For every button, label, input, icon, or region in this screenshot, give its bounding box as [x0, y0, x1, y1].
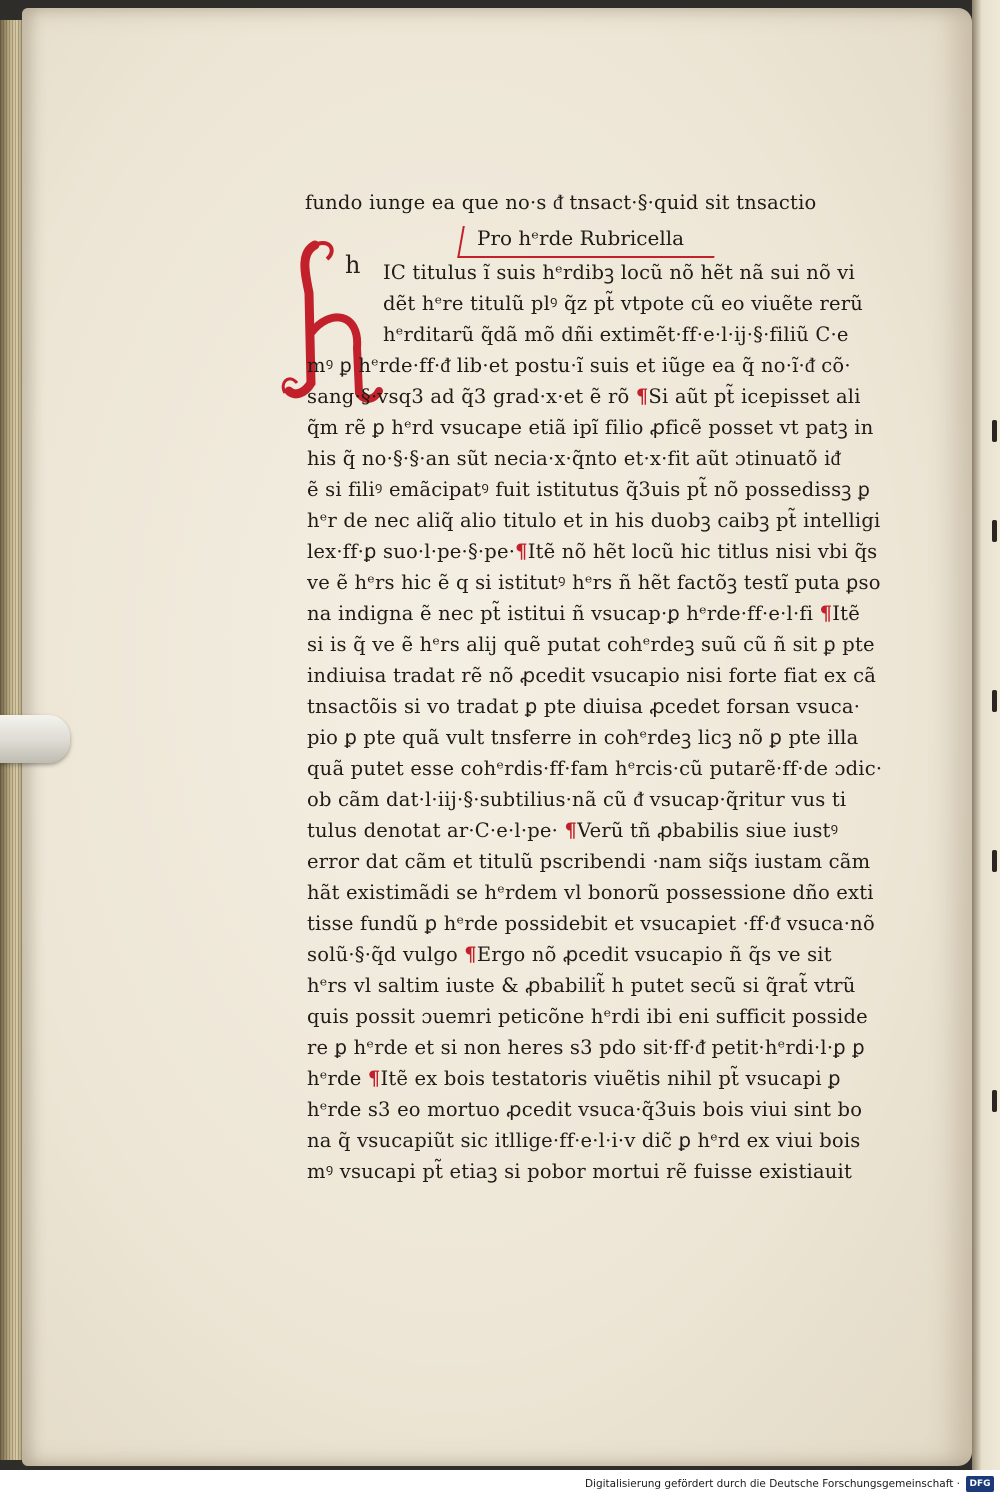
bookmark-tab: [0, 715, 70, 763]
text-line: IC titulus ĩ suis hᵉrdibꝫ locũ nõ hẽt nã sui nõ vi: [383, 261, 855, 284]
text-line: his q̃ no·§·§·an sũt necia·x·q̃nto et·x·fit aũt ɔtinuatõ iᵭ: [307, 447, 841, 470]
paragraph-mark: ¶: [464, 943, 477, 966]
text-line: dẽt hᵉre titulũ plꝰ q̃z pt̃ vtpote cũ eo viuẽte rerũ: [383, 292, 864, 315]
text-line: error dat cãm et titulũ pscribendi ·nam siq̃s iustam cãm: [307, 850, 871, 873]
text-line: q̃m rẽ ꝑ hᵉrd vsucape etiã ipĩ filio ꝓficẽ posset vt patꝫ in: [307, 416, 874, 439]
text-line: na q̃ vsucapiũt sic itllige·ff·e·l·i·v dic̃ ꝑ hᵉrd ex viui bois: [307, 1129, 861, 1152]
rubric-heading: Pro hᵉrde Rubricella: [477, 226, 685, 250]
text-line: hᵉrs vl saltim iuste & ꝓbabilit̃ h putet secũ si q̃rat̃ vtrũ: [307, 974, 856, 997]
text-line: lex·ff·ꝑ suo·l·pe·§·pe·¶Itẽ nõ hẽt locũ hic titlus nisi vbi q̃s: [307, 540, 878, 563]
text-line: mꝰ ꝑ hᵉrde·ff·ᵭ lib·et postu·ĩ suis et iũge ea q̃ no·ĩ·ᵭ cõ·: [307, 354, 851, 377]
facing-page-print-mark: [992, 850, 997, 872]
text-line: tnsactõis si vo tradat ꝑ pte diuisa ꝓcedet forsan vsuca·: [307, 695, 861, 718]
facing-page-print-mark: [992, 1090, 997, 1112]
facing-page-print-mark: [992, 690, 997, 712]
paragraph-mark: ¶: [564, 819, 578, 842]
text-line: tisse fundũ ꝑ hᵉrde possidebit et vsucapiet ·ff·ᵭ vsuca·nõ: [307, 912, 875, 935]
text-line: hᵉr de nec aliq̃ alio titulo et in his duobꝫ caibꝫ pt̃ intelligi: [307, 509, 881, 532]
text-line: tulus denotat ar·C·e·l·pe· ¶Verũ tñ ꝓbabilis siue iustꝰ: [307, 819, 839, 842]
text-line: quã putet esse cohᵉrdis·ff·fam hᵉrcis·cũ putarẽ·ff·de ɔdic·: [307, 757, 883, 780]
text-line: pio ꝑ pte quã vult tnsferre in cohᵉrdeꝫ licꝫ nõ ꝑ pte illa: [307, 726, 859, 749]
text-line: ob cãm dat·l·iij·§·subtilius·nã cũ ᵭ vsucap·q̃ritur vus ti: [307, 788, 847, 811]
facing-page-print-mark: [992, 520, 997, 542]
initial-guide-letter: h: [345, 251, 361, 279]
paragraph-mark: ¶: [367, 1067, 381, 1090]
paragraph-mark: ¶: [635, 385, 649, 408]
text-line: si is q̃ ve ẽ hᵉrs alij quẽ putat cohᵉrdeꝫ suũ cũ ñ sit ꝑ pte: [307, 633, 875, 656]
header-line: fundo iunge ea que no·s ᵭ tnsact·§·quid sit tnsactio: [305, 191, 817, 214]
dfg-logo: DFG: [966, 1476, 994, 1492]
text-line: sang·§·vsq3 ad q̃3 grad·x·et ẽ rõ ¶Si aũt pt̃ icepisset ali: [307, 385, 861, 408]
text-line: ve ẽ hᵉrs hic ẽ q si istitutꝰ hᵉrs ñ hẽt factõꝫ testĩ puta ꝑso: [307, 571, 881, 594]
text-line: mꝰ vsucapi pt̃ etiaꝫ si pobor mortui rẽ fuisse existiauit: [307, 1160, 853, 1183]
text-line: indiuisa tradat rẽ nõ ꝓcedit vsucapio nisi forte fiat ex cã: [307, 664, 877, 687]
text-line: hᵉrditarũ q̃dã mõ dñi extimẽt·ff·e·l·ij·§·filiũ C·e: [383, 323, 849, 346]
text-line: hᵉrde s3 eo mortuo ꝓcedit vsuca·q̃3uis bois viui sint bo: [307, 1098, 863, 1121]
text-line: quis possit ɔuemri peticõne hᵉrdi ibi eni sufficit posside: [307, 1005, 868, 1028]
text-line: solũ·§·q̃d vulgo ¶Ergo nõ ꝓcedit vsucapio ñ q̃s ve sit: [307, 943, 832, 966]
footer-bar: [0, 1470, 1000, 1500]
funding-credit: Digitalisierung gefördert durch die Deutsche Forschungsgemeinschaft ·: [584, 1478, 960, 1490]
facing-page: [972, 0, 1000, 1470]
paragraph-mark: ¶: [819, 602, 833, 625]
text-line: na indigna ẽ nec pt̃ istitui ñ vsucap·ꝑ hᵉrde·ff·e·l·fi ¶Itẽ: [307, 602, 860, 625]
text-line: ẽ si filiꝰ emãcipatꝰ fuit istitutus q̃3uis pt̃ nõ possedissꝫ ꝑ: [307, 478, 871, 501]
facing-page-print-mark: [992, 420, 997, 442]
text-line: hãt existimãdi se hᵉrdem vl bonorũ possessione dño exti: [307, 881, 874, 904]
text-line: hᵉrde ¶Itẽ ex bois testatoris viuẽtis nihil pt̃ vsucapi ꝑ: [307, 1067, 841, 1090]
text-line: re ꝑ hᵉrde et si non heres s3 pdo sit·ff·ᵭ petit·hᵉrdi·l·ꝑ ꝑ: [307, 1036, 865, 1059]
paragraph-mark: ¶: [515, 540, 528, 563]
